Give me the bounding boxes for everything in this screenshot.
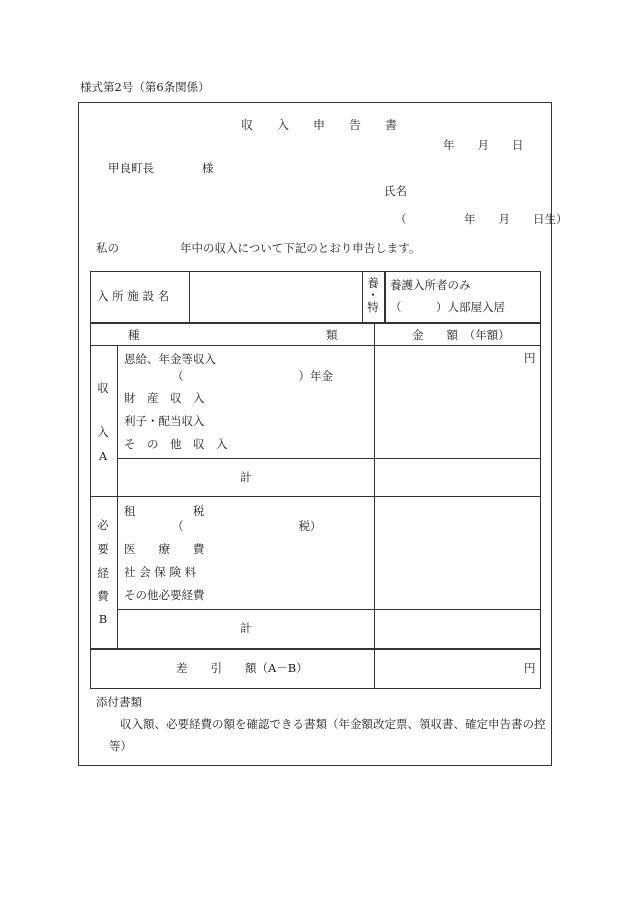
declaration-prefix: 私の [96,241,119,255]
income-label-divider [117,345,118,496]
table-right-border [540,271,541,689]
expenses-total-top-border [117,609,541,610]
table-top-border [90,271,541,272]
facility-label-divider [189,271,190,323]
facility-type-char-3: 特 [367,300,379,314]
date-line: 年 月 日 [443,138,524,152]
income-item-pension: 恩給、年金等収入 [124,352,216,366]
income-total-label: 計 [240,470,252,484]
attachments-line-2: 等） [109,739,132,753]
table-left-border [90,271,91,689]
amount-column-divider [374,322,375,689]
facility-type-char-1: 養 [367,276,379,290]
expenses-total-label: 計 [240,621,252,635]
form-number: 様式第2号（第6条関係） [80,80,210,94]
expenses-item-other: その他必要経費 [124,588,205,602]
expenses-label-char-4: 費 [97,589,109,603]
form-frame [78,102,552,766]
declaration-suffix: 年中の収入について下記のとおり申告します。 [180,241,421,255]
addressee-suffix: 様 [202,161,214,175]
difference-yen-unit: 円 [524,661,536,675]
income-total-top-border [117,458,541,459]
income-item-other: そ の 他 収 入 [124,437,228,451]
addressee: 甲良町長 [108,161,154,175]
facility-note-1: 養護入所者のみ [390,278,471,292]
table-bottom-border [90,688,541,689]
name-label: 氏名 [384,184,407,198]
facility-label: 入 所 施 設 名 [97,289,170,303]
header-category: 種 [128,328,140,342]
expenses-label-char-1: 必 [97,518,109,532]
facility-type-char-2: ・ [367,288,379,302]
expenses-item-tax-type: （ 税） [172,519,322,533]
income-label-char-1: 収 [97,381,109,395]
form-title: 収 入 申 告 書 [241,118,398,132]
header-bottom-border [90,345,541,346]
expenses-item-medical: 医 療 費 [124,542,205,556]
header-category-right: 類 [326,328,338,342]
attachments-heading: 添付書類 [96,695,142,709]
income-item-interest: 利子・配当収入 [124,414,205,428]
birth-line: （ 年 月 日生） [395,212,568,226]
facility-type-divider-right [384,271,386,323]
facility-bottom-border [90,322,541,324]
expenses-label-char-2: 要 [97,542,109,556]
income-yen-unit: 円 [524,351,536,365]
attachments-line-1: 収入額、必要経費の額を確認できる書類（年金額改定票、領収書、確定申告書の控 [120,717,546,731]
facility-note-2: （ ）人部屋入居 [390,300,505,314]
income-item-pension-type: （ ）年金 [172,369,333,383]
difference-label: 差 引 額（A－B） [176,661,308,675]
expenses-label-divider [117,496,118,648]
income-item-property: 財 産 収 入 [124,391,205,405]
income-label-char-2: 入 [97,425,109,439]
expenses-bottom-border [90,648,541,650]
income-bottom-border [90,496,541,497]
expenses-item-tax: 租 税 [124,504,205,518]
header-amount: 金 額 （年額） [412,328,510,342]
income-label-char-3: A [98,449,108,463]
expenses-label-char-3: 経 [97,566,109,580]
expenses-item-insurance: 社 会 保 険 料 [124,565,197,579]
expenses-label-char-5: B [98,612,108,626]
